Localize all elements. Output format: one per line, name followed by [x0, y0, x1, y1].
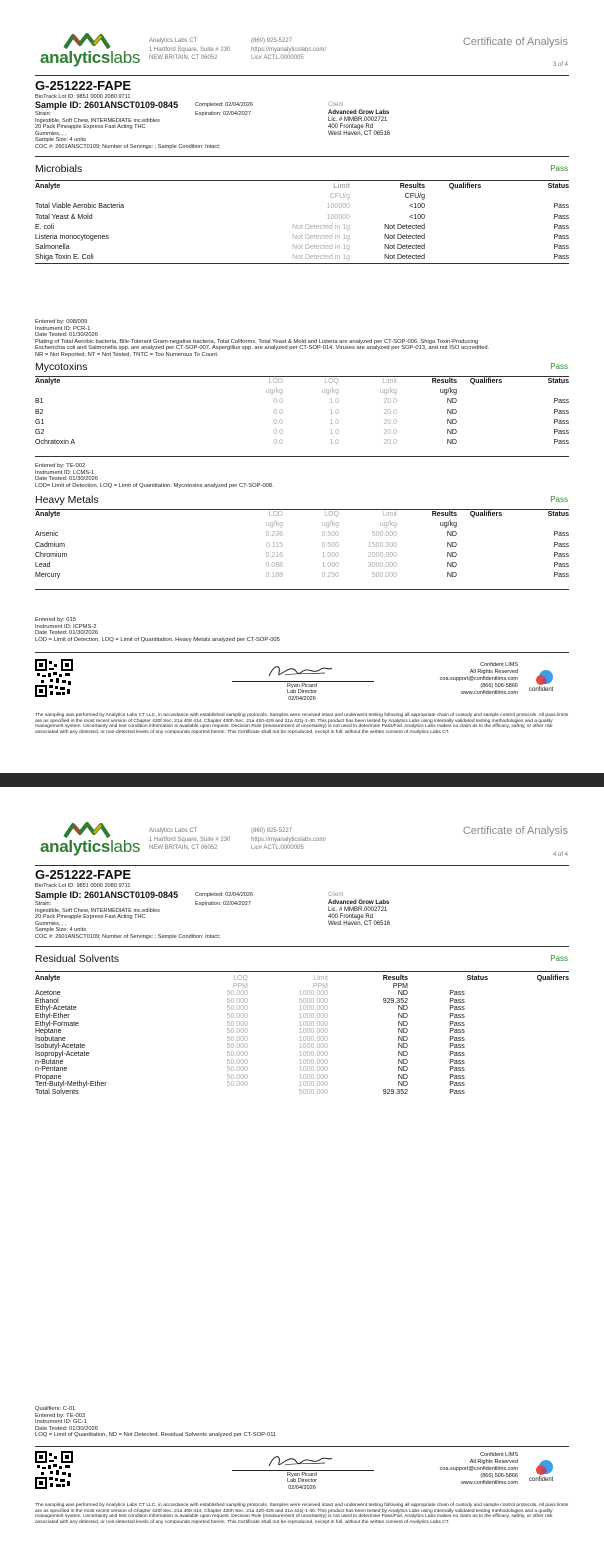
lab-contact: (860) 925-5227 https://myanalyticslabs.com/ Lic# ACTL.0000005 [251, 828, 327, 851]
table-row: G2 0.0 1.0 20.0 ND Pass [35, 429, 569, 437]
metals-table: Analyte LOD LOQ Limit Results Qualifiers Status ug/kg ug/kg ug/kg ug/kg Arsenic 0.236 0.500 500.000 ND Pass Cadmium 0.115 0.500 1500.000 ND Pass Chromium 0.216 1.000 2000.000 ND Pass Lead 0.088 1.000 3000.000 ND Pass Mercury 0.188 0.250 500.000 ND Pass [35, 510, 569, 581]
logo-text: analyticslabs [40, 48, 141, 67]
sample-id: Sample ID: 2601ANSCT0109-0845 [35, 100, 179, 110]
solvents-title: Residual Solvents [35, 953, 120, 965]
table-row: B2 0.0 1.0 20.0 ND Pass [35, 408, 569, 416]
table-row: B1 0.0 1.0 20.0 ND Pass [35, 398, 569, 406]
table-row: n-Pentane 50.000 1000.000 ND Pass [35, 1066, 465, 1074]
table-header-row: Analyte LOD LOQ Limit Results Qualifiers Status [35, 378, 569, 385]
table-row: Isobutyl-Acetate 50.000 1000.000 ND Pass [35, 1043, 465, 1051]
table-row: G1 0.0 1.0 20.0 ND Pass [35, 418, 569, 426]
page-number: 3 of 4 [552, 62, 568, 68]
microbials-status: Pass [550, 164, 568, 173]
table-row: Heptane 50.000 1000.000 ND Pass [35, 1028, 465, 1036]
table-row: Chromium 0.216 1.000 2000.000 ND Pass [35, 551, 569, 559]
confident-brand: confident [529, 1477, 554, 1483]
microbials-table: Analyte Limit Results Qualifiers Status CFU/g CFU/g Total Viable Aerobic Bacteria 100000 <100 Pass Total Yeast & Mold 100000 <100 Pass E. coli Not Detected in 1g Not Detected Pass Listeria monocytogenes Not Detected in 1g Not Detected Pass Salmonella Not Detected in 1g Not Detected Pass Shiga Toxin E. Coli Not Detected in 1g Not Detected Pass [35, 182, 569, 264]
table-row: n-Butane 50.000 1000.000 ND Pass [35, 1058, 465, 1066]
microbials-notes: Entered by: 008/009 Instrument ID: PCR-1 Date Tested: 01/30/2026 Plating of Total Aerobic bacteria, Bile-Tolerant Gram-negative bacteria, Total Coliforms, Total Yeast & Mold and Listeria are analyzed per CT-SOP-006. Shiga Toxin-Producing Escherichia coli and Salmonella spp. are analyzed per CT-SOP-007. Aspergillus spp. are analyzed per CT-SOP-014. Viruses are analyzed per SOP-013, and not ISO accredited. NR = Not Reported, NT = Not Tested, TNTC = Too Numerous To Count. [35, 319, 490, 358]
solvents-table: Analyte LOQ Limit Results Status Qualifiers PPM PPM PPM Acetone 50.000 1000.000 ND Pass Ethanol 50.000 5000.000 929.352 Pass Ethyl-Acetate 50.000 1000.000 ND Pass Ethyl-Ether 50.000 1000.000 ND Pass Ethyl-Formate 50.000 1000.000 ND Pass Heptane 50.000 1000.000 ND Pass Isobutane 50.000 1000.000 ND Pass Isobutyl-Acetate 50.000 1000.000 ND Pass Isopropyl-Acetate 50.000 1000.000 ND Pass n-Butane 50.000 1000.000 ND Pass n-Pentane 50.000 1000.000 ND Pass Propane 50.000 1000.000 ND Pass Tert-Butyl-Methyl-Ether 50.000 1000.000 ND Pass Total Solvents 5000.000 929.352 Pass [35, 975, 569, 1096]
disclaimer: The sampling was performed by Analytics Labs CT LLC, in accordance with established sampling protocols. Samples were received intact and underwent testing following all appropriate chain of custody and sample control protocols. All pass limits are as specified in the most recent version of Chapter 420f Sec. 21a 408 414, Chapter 420h Sec. 21a 420-429 and 21a 421j-1-40. This product has been tested by Analytics Labs using internally validated testing methodologies and a quality management system. Uncertainty and test condition information is available upon request. Decision Rule (measurement of uncertainty) is not used to determine Pass/Fail. Analytics Labs makes no claim as to the efficacy, safety, or other risk associated with any detected, or non-detected levels of any compounds reported herein. This Certificate shall not be reproduced, except in full, without the written consent of Analytics Labs CT. [35, 1503, 569, 1525]
lims-info: Confident LIMS All Rights Reserved coa.support@confidentlims.com (866) 506-5866 www.confidentlims.com [439, 662, 518, 696]
lab-address: Analytics Labs CT 1 Hartford Square, Suite # 230 NEW BRITAIN, CT 06052 [149, 38, 231, 61]
table-row: Mercury 0.188 0.250 500.000 ND Pass [35, 572, 569, 580]
sample-id: Sample ID: 2601ANSCT0109-0845 [35, 890, 179, 900]
sample-details: Strain: Ingestible, Soft Chew, INTERMEDIATE inc.edibles 20 Pack Pineapple Express Fast Acting THC Gummies, , , Sample Size: 4 units COC #: 2601ANSCT0109; Number of Servings: ; Sample Condition: Intact; [35, 111, 221, 150]
table-row: Total Yeast & Mold 100000 <100 Pass [35, 213, 569, 221]
client-label: Client [328, 892, 344, 898]
signature-image [265, 661, 335, 681]
qr-code-icon [35, 1451, 73, 1489]
confident-logo-icon [534, 669, 554, 687]
table-row: Cadmium 0.115 0.500 1500.000 ND Pass [35, 541, 569, 549]
table-row: Acetone 50.000 1000.000 ND Pass [35, 990, 465, 998]
confident-logo-icon [534, 1459, 554, 1477]
client-info: Advanced Grow Labs Lic. # MMBR.0002721 400 Frontage Rd West Haven, CT 06516 [328, 900, 391, 927]
table-row: Tert-Butyl-Methyl-Ether 50.000 1000.000 ND Pass [35, 1081, 465, 1089]
table-row: E. coli Not Detected in 1g Not Detected Pass [35, 223, 569, 231]
lab-contact: (860) 925-5227 https://myanalyticslabs.com/ Lic# ACTL.0000005 [251, 38, 327, 61]
biotrack-id: BioTrack Lot ID: 9851 0000 2080 9711 [35, 883, 131, 889]
table-header-row: Analyte Limit Results Qualifiers Status [35, 183, 569, 190]
table-header-row: Analyte LOQ Limit Results Status Qualifiers [35, 975, 569, 982]
metals-status: Pass [550, 495, 568, 504]
completed-date: Completed: 02/04/2026 [195, 102, 254, 108]
signature-image [265, 1451, 335, 1471]
lims-info: Confident LIMS All Rights Reserved coa.support@confidentlims.com (866) 506-5866 www.confidentlims.com [439, 1452, 518, 1486]
table-row: Ethanol 50.000 5000.000 929.352 Pass [35, 997, 465, 1005]
table-row: Arsenic 0.236 0.500 500.000 ND Pass [35, 531, 569, 539]
lab-address: Analytics Labs CT 1 Hartford Square, Suite # 230 NEW BRITAIN, CT 06052 [149, 828, 231, 851]
table-row: Salmonella Not Detected in 1g Not Detected Pass [35, 244, 569, 252]
mycotoxins-status: Pass [550, 362, 568, 371]
table-row: Propane 50.000 1000.000 ND Pass [35, 1073, 465, 1081]
client-info: Advanced Grow Labs Lic. # MMBR.0002721 400 Frontage Rd West Haven, CT 06516 [328, 110, 391, 137]
batch-id: G-251222-FAPE [35, 867, 132, 882]
table-row: Shiga Toxin E. Coli Not Detected in 1g Not Detected Pass [35, 254, 569, 262]
table-row: Listeria monocytogenes Not Detected in 1g Not Detected Pass [35, 234, 569, 242]
coa-page-4 [0, 787, 604, 1565]
qr-code-icon [35, 659, 73, 697]
mycotoxins-title: Mycotoxins [35, 361, 88, 373]
mycotoxins-notes: Entered by: TE-002 Instrument ID: LCMS-1 Date Tested: 01/30/2026 LOD= Limit of Detection, LOQ = Limit of Quantitation. Mycotoxins analyzed per CT-SOP-008. [35, 463, 274, 489]
client-label: Client [328, 102, 344, 108]
coa-page-3 [0, 0, 604, 773]
table-row: Ethyl-Formate 50.000 1000.000 ND Pass [35, 1020, 465, 1028]
table-row: Ethyl-Ether 50.000 1000.000 ND Pass [35, 1012, 465, 1020]
logo-text: analyticslabs [40, 837, 141, 856]
table-row: Lead 0.088 1.000 3000.000 ND Pass [35, 562, 569, 570]
biotrack-id: BioTrack Lot ID: 9851 0000 2080 9711 [35, 94, 131, 100]
table-row: Isopropyl-Acetate 50.000 1000.000 ND Pass [35, 1050, 465, 1058]
confident-brand: confident [529, 687, 554, 693]
signer-block: Ryan Picard Lab Director 02/04/2026 [287, 683, 317, 702]
sample-details: Strain: Ingestible, Soft Chew, INTERMEDIATE inc.edibles 20 Pack Pineapple Express Fast Acting THC Gummies, , , Sample Size: 4 units COC #: 2601ANSCT0109; Number of Servings: ; Sample Condition: Intact; [35, 901, 221, 940]
table-row: Ochratoxin A 0.0 1.0 20.0 ND Pass [35, 439, 569, 447]
mycotoxins-table: Analyte LOD LOQ Limit Results Qualifiers Status ug/kg ug/kg ug/kg ug/kg B1 0.0 1.0 20.0 ND Pass B2 0.0 1.0 20.0 ND Pass G1 0.0 1.0 20.0 ND Pass G2 0.0 1.0 20.0 ND Pass Ochratoxin A 0.0 1.0 20.0 ND Pass [35, 377, 569, 448]
coa-title: Certificate of Analysis [462, 36, 568, 48]
expiration-date: Expiration: 02/04/2027 [195, 111, 251, 117]
table-row: Total Solvents 5000.000 929.352 Pass [35, 1088, 465, 1096]
signer-block: Ryan Picard Lab Director 02/04/2026 [287, 1472, 317, 1491]
expiration-date: Expiration: 02/04/2027 [195, 901, 251, 907]
metals-notes: Entered by: 015 Instrument ID: ICPMS-2 Date Tested: 01/30/2026 LOD = Limit of Detection, LOQ = Limit of Quantitation. Heavy Metals analyzed per CT-SOP-005 [35, 617, 280, 643]
microbials-title: Microbials [35, 163, 83, 175]
batch-id: G-251222-FAPE [35, 78, 132, 93]
table-row: Total Viable Aerobic Bacteria 100000 <100 Pass [35, 203, 569, 211]
disclaimer: The sampling was performed by Analytics Labs CT LLC, in accordance with established sampling protocols. Samples were received intact and underwent testing following all appropriate chain of custody and sample control protocols. All pass limits are as specified in the most recent version of Chapter 420f Sec. 21a 408 414, Chapter 420h Sec. 21a 420-429 and 21a 421j-1-40. This product has been tested by Analytics Labs using internally validated testing methodologies and a quality management system. Uncertainty and test condition information is available upon request. Decision Rule (measurement of uncertainty) is not used to determine Pass/Fail. Analytics Labs makes no claim as to the efficacy, safety, or other risk associated with any detected, or non-detected levels of any compounds reported herein. This Certificate shall not be reproduced, except in full, without the written consent of Analytics Labs CT. [35, 713, 569, 735]
table-row: Isobutane 50.000 1000.000 ND Pass [35, 1035, 465, 1043]
table-row: Ethyl-Acetate 50.000 1000.000 ND Pass [35, 1005, 465, 1013]
coa-title: Certificate of Analysis [462, 825, 568, 837]
metals-title: Heavy Metals [35, 494, 99, 506]
table-header-row: Analyte LOD LOQ Limit Results Qualifiers Status [35, 511, 569, 518]
solvents-notes: Qualifiers: C-01 Entered by: TE-003 Instrument ID: GC-1 Date Tested: 01/30/2026 LOQ = Limit of Quantitation, ND = Not Detected. Residual Solvents analyzed per CT-SOP-011 [35, 1406, 277, 1439]
completed-date: Completed: 02/04/2026 [195, 892, 254, 898]
page-number: 4 of 4 [552, 852, 568, 858]
solvents-status: Pass [550, 954, 568, 963]
